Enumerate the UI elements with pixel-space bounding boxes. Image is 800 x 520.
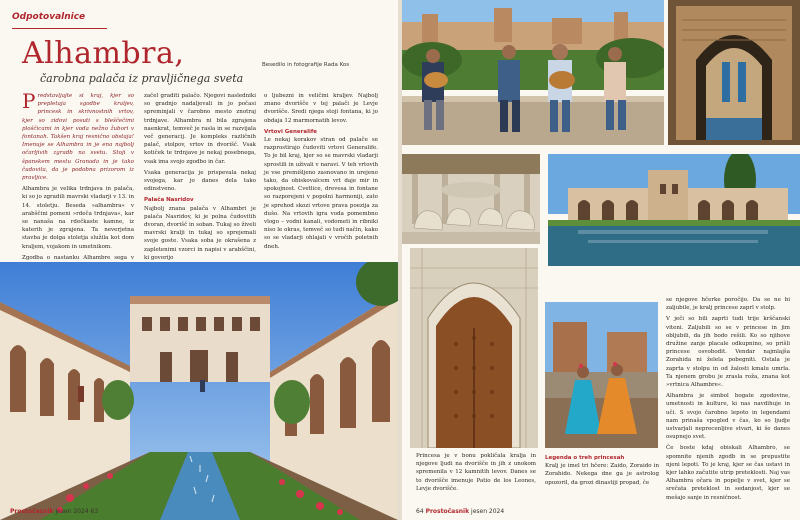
article-subtitle: čarobna palača iz pravljičnega sveta [40, 72, 244, 85]
article-credit: Besedilo in fotografije Rada Kos [262, 62, 350, 68]
paragraph: Najbolj znana palača v Alhambri je palača Nasridov, ki je polna čudovitih dvoran, dvorišč in soban. Tukaj so živeli mavrski kralji in tukaj so sprejemali svoje goste. Vsaka soba je okrašena z zapletenimi vzorci in napisi v arabščini, ki govorijo [144, 205, 256, 261]
paragraph: Alhambra je simbol bogate zgodovine, umetnosti in kulture, ki nas navdihuje in uči. S svojo čarobno lepoto in legendami nam prinaša vpogled v čas, ko so ljudje ustvarjali neprecenljive stvari, ki še danes osupnejo svet. [666, 393, 790, 441]
left-page [0, 0, 398, 520]
footer-brand: Prostočasnik [425, 508, 470, 515]
paragraph: Alhambra je velika trdnjava in palača, ki so jo zgradili mavrski vladarji v 13. in 14. stoletju. Beseda »alhambra« v arabščini pomeni »rdeča trdnjava«, kar se nanaša na rdečkaste kamne, iz katerih je zgrajena. Ta neverjetna stavba je dolga stoletja služila kot dom kraljem, vojakom in umetnikom. [22, 186, 134, 250]
paragraph: V ječi so bili zaprti tudi trije krščanski viteni. Zaljubili so se v princese in jim obljubili, da jih bodo rešili. Ko so njihove družine zanje placale odkupnino, so prišli princese osvobodit. Vendar najmlajša Zorahida ni želela pobegniti. Ostala je zaprta v stolpu in od žalosti kmalu umrla. Ta njenem grobu je zrasla roža, znana kot »vrtnica Alhambre«. [666, 316, 790, 389]
paragraph: Le nekaj korakov stran od palače se razprostirajo čudoviti vrtovi Generalife. To je bil kraj, kjer so se mavrski vladarji sprostili in uživali v naravi. V teh vrtovih je vse premišljeno zasnovano in urejeno tako, da obiskovalcem vrt daje mir in spokojnost. Cvetlice, drevesa in fontane so razporejeni v popolni harmoniji, zato je sprehod skozi vrtove prava poezija za dušo. Na vrtovih igra voda pomembno vlogo – vodni kanali, vodometi in ribniki niso le okras, temveč so tudi način, kako so se vladarji ohlajali v vročih poletnih dneh. [264, 137, 378, 250]
caption-text: Princesa je v bonu pokličala kralja in njegove ljudi na dvorišče in jih z unokom spremenila v 12 kamnitih levov. Danes se to dvorišče imenuje Patio de los Leones, Levje dvorišče. [416, 453, 536, 492]
subheading-generalife: Vrtovi Generalife [264, 128, 317, 135]
footer-page-number: 63 [90, 508, 99, 515]
lead-paragraph [22, 89, 134, 182]
lions-fountain-photo [402, 154, 540, 244]
section-rule [12, 28, 107, 29]
drop-cap: P [22, 89, 36, 113]
footer-brand: Prostočasnik [10, 508, 54, 515]
paragraph: Vsaka generacija je prispevala nekaj svojega, kar jo danes dela tako edinstveno. [144, 169, 256, 193]
footer-page-number: 64 [416, 508, 424, 515]
right-page [402, 0, 800, 520]
paragraph: o ljubezni in veličini kraljev. Najbolj znano dvorišče v tej palači je Levje dvorišče. Sredi njega stoji fontana, ki jo obdaja 12 marmornatih levov. [264, 93, 378, 124]
column-1 [22, 89, 134, 281]
section-label: Odpotovalnice [12, 12, 86, 22]
footer-left [10, 508, 98, 515]
lead-text: redstavljajte si kraj, kjer so prepletaja sgodbe kraljev, princesk in skrivnostnih vrtov, kjer so zidovi posuti s bleščečimi ploščicami in kjer voda nežno žubori v fontanah. Takšen kraj resnično obstaja! Imenuje se Alhambra in je ena najbolj očarljivih zgradb na svetu. Stoji v španskem mestu Granada in je tako čudovita, da je podobna prizorom iz pravljice. [22, 93, 134, 182]
paragraph: začel graditi palačo. Njegovi nasledniki so gradnjo nadaljevali in jo počasi spreminjali v čarobno mesto znotraj trdnjave. Alhambra ni bila zgrajena naenkrat, temveč je rasla in se razvijala več generacij. Je kompleks različnih palač, stolpov, vrtov in dvorišč. Vsak kotiček te trdnjave je nekaj posebnega, vsak ima svojo zgodbo in čar. [144, 93, 256, 165]
footer-issue: jesen 2024 [471, 508, 505, 515]
arch-interior-photo [668, 0, 800, 145]
footer-right [416, 508, 504, 515]
column-2 [144, 92, 256, 265]
legend-block [545, 452, 659, 490]
legend-heading: Legenda o treh princesah [545, 455, 625, 461]
footer-issue: jesen 2024 [55, 508, 89, 515]
right-column [666, 296, 790, 505]
paragraph: Zgodba o nastanku Alhambre sega v [22, 254, 134, 261]
lions-caption [416, 452, 536, 496]
paragraph: Če boste kdaj obiskali Alhambro, se spomnite njenih zgodb in se prepustite njeni lepoti. To je kraj, kjer se čas ustavi in kjer lahko začutite utrip preteklosti. Naj vas Alhambra očara in popelje v svet, kjer se srečata preteklost in sedanjost, kjer se mešajo sanje in resničnost. [666, 445, 790, 501]
flamenco-dancers-photo [545, 302, 658, 448]
carved-door-photo [410, 248, 538, 448]
column-3 [264, 92, 378, 254]
subheading-nasrid-palace: Palača Nasridov [144, 197, 194, 204]
legend-text: Kralj je imel tri hčere: Zaido, Zoraido in Zorahido. Nekega dne ga je astrolog opozoril, da grozi dinastiji propad, če [545, 463, 659, 486]
paragraph: se njegove hčerke poročijo. Da se ne bi zaljubile, je kralj princese zaprl v stolp. [666, 297, 790, 312]
article-title: Alhambra, [22, 36, 185, 71]
palace-pond-photo [548, 154, 800, 266]
generalife-garden-photo [0, 262, 398, 520]
musicians-photo [402, 0, 664, 145]
